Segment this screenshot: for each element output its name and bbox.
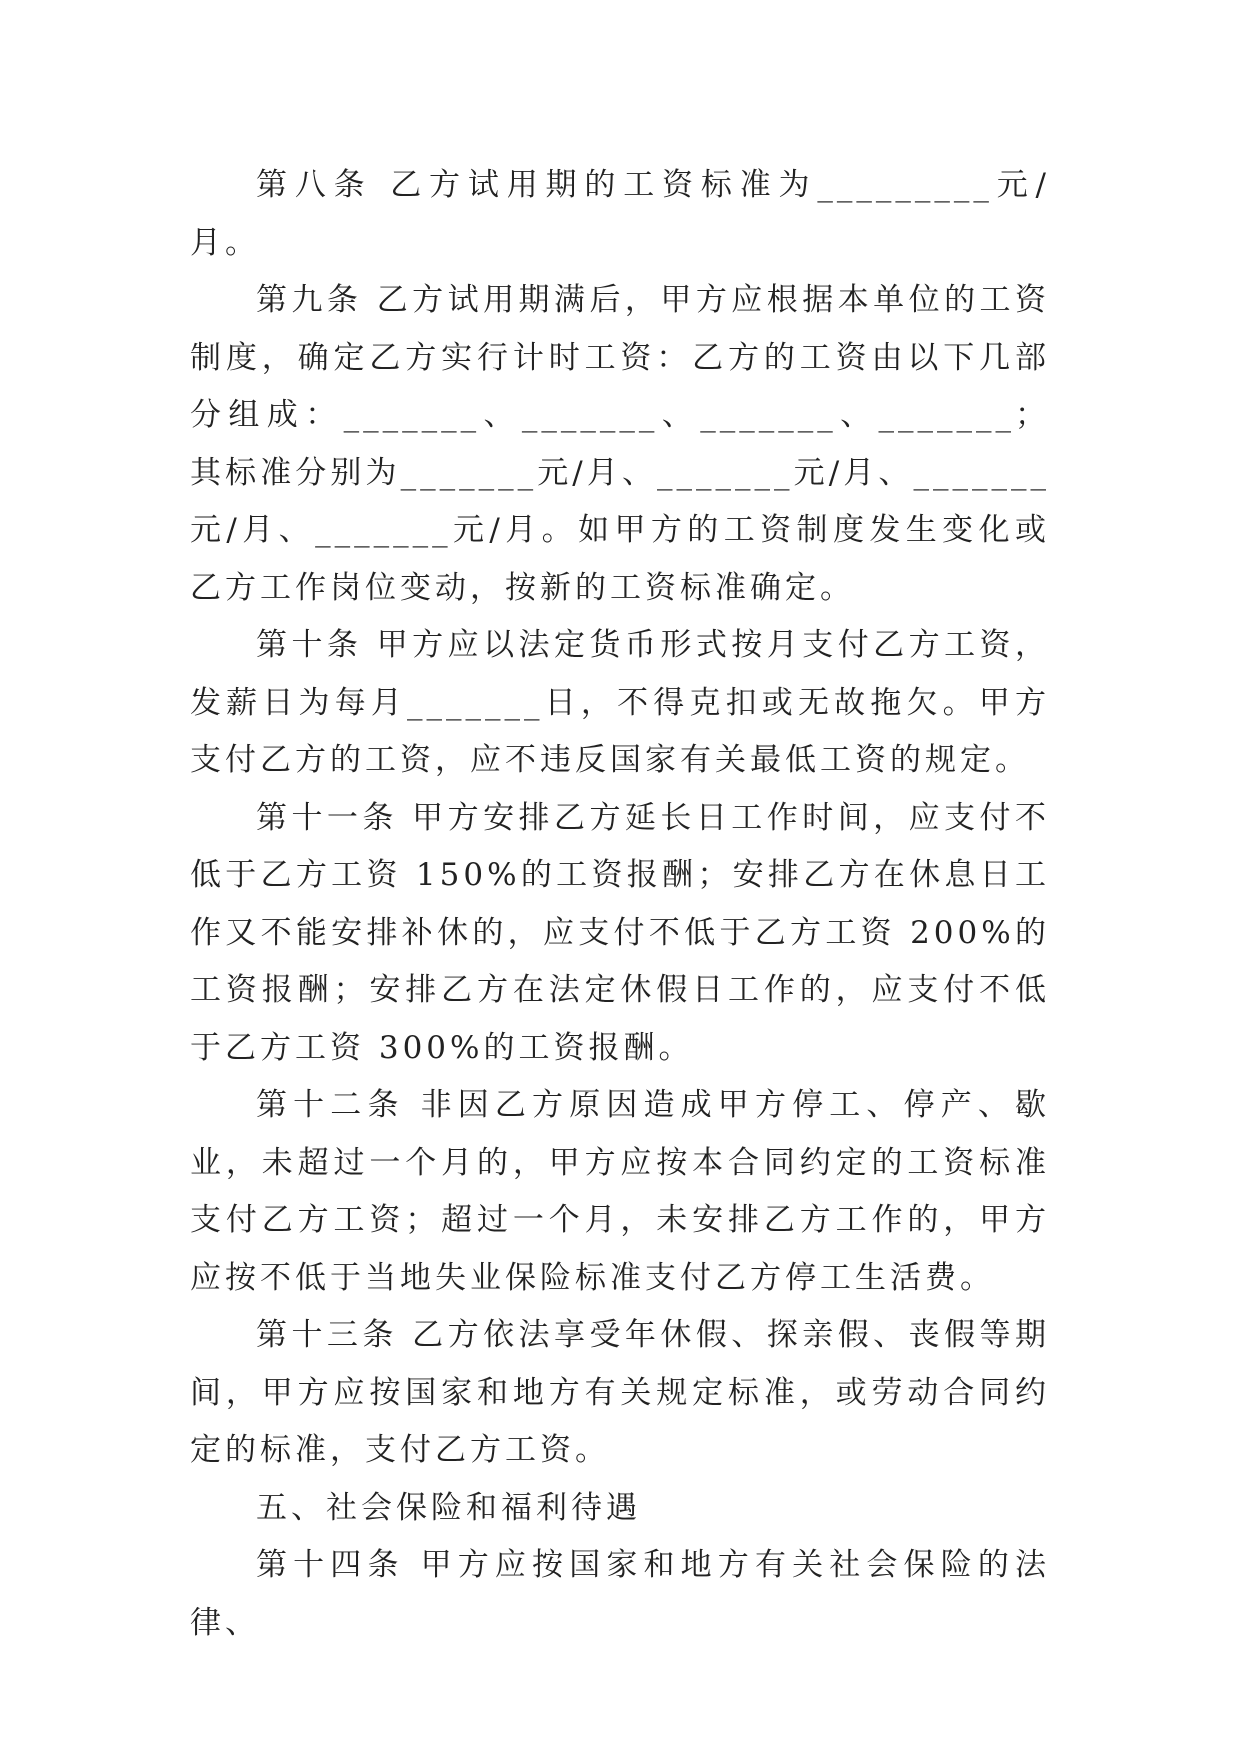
article-13-paragraph: 第十三条 乙方依法享受年休假、探亲假、丧假等期间，甲方应按国家和地方有关规定标准，或劳动合同约定的标准，支付乙方工资。 (190, 1317, 1050, 1468)
document-body (190, 157, 1050, 1652)
article-14-paragraph: 第十四条 甲方应按国家和地方有关社会保险的法律、 (190, 1547, 1050, 1641)
article-12-paragraph: 第十二条 非因乙方原因造成甲方停工、停产、歇业，未超过一个月的，甲方应按本合同约定的工资标准支付乙方工资；超过一个月，未安排乙方工作的，甲方应按不低于当地失业保险标准支付乙方停工生活费。 (190, 1087, 1050, 1296)
article-9-paragraph: 第九条 乙方试用期满后，甲方应根据本单位的工资制度，确定乙方实行计时工资：乙方的工资由以下几部分组成：_______、_______、_______、_______；其标准分别为_______元/月、_______元/月、_______元/月、_______元/月。如甲方的工资制度发生变化或乙方工作岗位变动，按新的工资标准确定。 (190, 282, 1050, 606)
article-8-paragraph: 第八条 乙方试用期的工资标准为_________元/月。 (190, 167, 1050, 261)
article-11-paragraph: 第十一条 甲方安排乙方延长日工作时间，应支付不低于乙方工资 150%的工资报酬；安排乙方在休息日工作又不能安排补休的，应支付不低于乙方工资 200%的工资报酬；安排乙方在法定休假日工作的，应支付不低于乙方工资 300%的工资报酬。 (190, 799, 1050, 1066)
article-10-paragraph: 第十条 甲方应以法定货币形式按月支付乙方工资，发薪日为每月_______日，不得克扣或无故拖欠。甲方支付乙方的工资，应不违反国家有关最低工资的规定。 (190, 627, 1050, 778)
section-5-heading: 五、社会保险和福利待遇 (256, 1489, 641, 1526)
